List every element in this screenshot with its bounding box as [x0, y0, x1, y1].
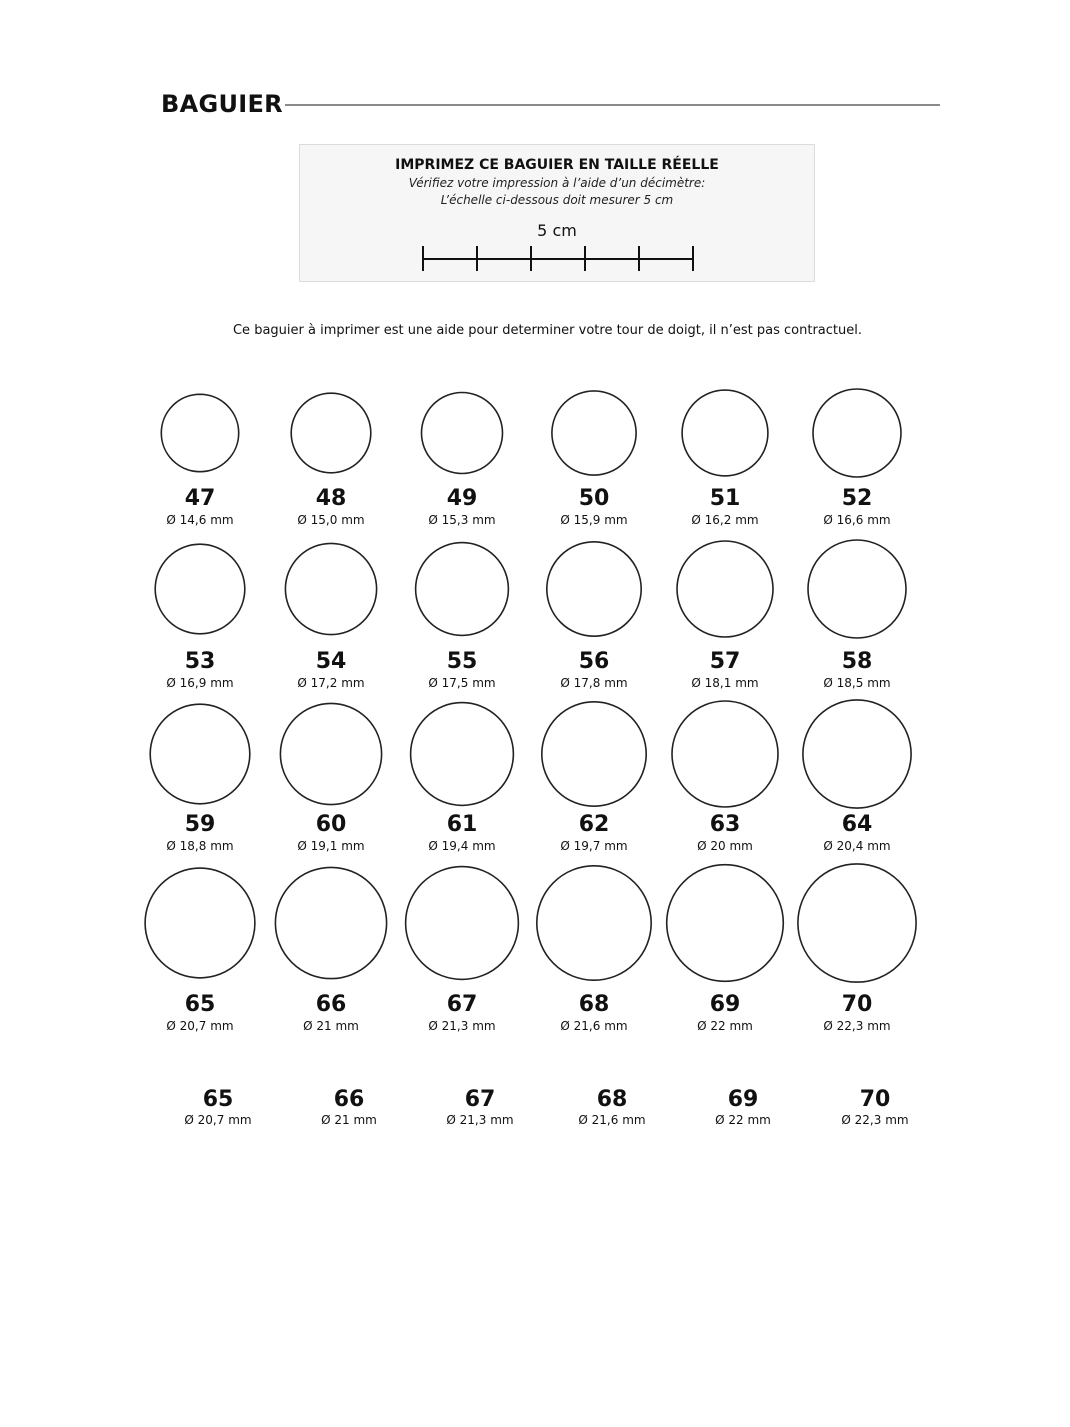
- ring-circle-56: [547, 542, 641, 636]
- ring-circle-64: [803, 700, 911, 808]
- ring-size-number: 58: [841, 649, 873, 674]
- ring-size-number: 47: [184, 486, 216, 511]
- extra-size-number: 66: [333, 1087, 365, 1112]
- ring-diameter-label: Ø 22,3 mm: [823, 1019, 891, 1033]
- ring-size-number: 54: [315, 649, 347, 674]
- ring-size-number: 64: [841, 812, 873, 837]
- ring-circle-70: [798, 864, 916, 982]
- ring-size-number: 51: [709, 486, 741, 511]
- extra-diameter-label: Ø 20,7 mm: [184, 1113, 252, 1127]
- ring-diameter-label: Ø 18,1 mm: [691, 676, 759, 690]
- disclaimer-text: Ce baguier à imprimer est une aide pour determiner votre tour de doigt, il n’est pas contractuel.: [232, 323, 862, 338]
- ring-diameter-label: Ø 16,6 mm: [823, 513, 891, 527]
- ring-circle-59: [150, 704, 250, 804]
- ring-diameter-label: Ø 17,2 mm: [297, 676, 365, 690]
- extra-size-number: 67: [464, 1087, 496, 1112]
- extra-size-number: 68: [596, 1087, 628, 1112]
- ring-size-number: 66: [315, 992, 347, 1017]
- ring-diameter-label: Ø 20,4 mm: [823, 839, 891, 853]
- extra-diameter-label: Ø 21 mm: [321, 1113, 377, 1127]
- ring-diameter-label: Ø 21 mm: [303, 1019, 359, 1033]
- print-heading: IMPRIMEZ CE BAGUIER EN TAILLE RÉELLE: [395, 157, 719, 173]
- ring-diameter-label: Ø 18,5 mm: [823, 676, 891, 690]
- ring-circle-68: [537, 866, 651, 980]
- extra-diameter-label: Ø 22 mm: [715, 1113, 771, 1127]
- ring-diameter-label: Ø 17,8 mm: [560, 676, 628, 690]
- ring-circle-51: [682, 390, 768, 476]
- ring-circle-57: [677, 541, 773, 637]
- ring-circle-49: [422, 393, 503, 474]
- ring-diameter-label: Ø 16,9 mm: [166, 676, 234, 690]
- ring-diameter-label: Ø 17,5 mm: [428, 676, 496, 690]
- ring-size-number: 59: [184, 812, 216, 837]
- extra-diameter-label: Ø 22,3 mm: [841, 1113, 909, 1127]
- ring-diameter-label: Ø 19,1 mm: [297, 839, 365, 853]
- ring-circle-62: [542, 702, 646, 806]
- ring-size-number: 50: [578, 486, 610, 511]
- ring-diameter-label: Ø 22 mm: [697, 1019, 753, 1033]
- ring-size-number: 57: [709, 649, 741, 674]
- extra-diameter-label: Ø 21,3 mm: [446, 1113, 514, 1127]
- ring-size-number: 48: [315, 486, 347, 511]
- ring-size-number: 56: [578, 649, 610, 674]
- ring-size-number: 53: [184, 649, 216, 674]
- extra-diameter-label: Ø 21,6 mm: [578, 1113, 646, 1127]
- ring-diameter-label: Ø 19,7 mm: [560, 839, 628, 853]
- ring-circle-50: [552, 391, 636, 475]
- ring-diameter-label: Ø 18,8 mm: [166, 839, 234, 853]
- page-title: BAGUIER: [161, 90, 283, 118]
- ring-diameter-label: Ø 21,3 mm: [428, 1019, 496, 1033]
- ring-size-number: 68: [578, 992, 610, 1017]
- ring-diameter-label: Ø 19,4 mm: [428, 839, 496, 853]
- ring-size-number: 62: [578, 812, 610, 837]
- extra-size-number: 65: [202, 1087, 234, 1112]
- ring-diameter-label: Ø 20 mm: [697, 839, 753, 853]
- ring-diameter-label: Ø 20,7 mm: [166, 1019, 234, 1033]
- ring-circle-55: [416, 543, 509, 636]
- ring-circle-52: [813, 389, 901, 477]
- print-instruction-line-1: Vérifiez votre impression à l’aide d’un décimètre:: [408, 176, 706, 190]
- ring-size-number: 70: [841, 992, 873, 1017]
- ring-circle-60: [280, 703, 381, 804]
- ring-circle-54: [285, 543, 376, 634]
- ring-circle-61: [411, 703, 514, 806]
- ring-circle-69: [667, 865, 784, 982]
- ring-circle-63: [672, 701, 778, 807]
- ring-diameter-label: Ø 14,6 mm: [166, 513, 234, 527]
- ring-circle-53: [155, 544, 245, 634]
- extra-size-number: 69: [727, 1087, 759, 1112]
- print-instruction-line-2: L’échelle ci-dessous doit mesurer 5 cm: [440, 193, 674, 207]
- ring-size-number: 52: [841, 486, 873, 511]
- ring-diameter-label: Ø 21,6 mm: [560, 1019, 628, 1033]
- ring-diameter-label: Ø 16,2 mm: [691, 513, 759, 527]
- ring-size-number: 55: [446, 649, 478, 674]
- ring-size-number: 60: [315, 812, 347, 837]
- ring-size-number: 67: [446, 992, 478, 1017]
- ring-size-number: 69: [709, 992, 741, 1017]
- extra-size-number: 70: [859, 1087, 891, 1112]
- ring-size-number: 65: [184, 992, 216, 1017]
- ring-size-number: 49: [446, 486, 478, 511]
- ring-size-number: 63: [709, 812, 741, 837]
- ring-diameter-label: Ø 15,3 mm: [428, 513, 496, 527]
- ring-size-number: 61: [446, 812, 478, 837]
- ring-diameter-label: Ø 15,9 mm: [560, 513, 628, 527]
- ring-circle-48: [291, 393, 371, 473]
- ring-circle-58: [808, 540, 906, 638]
- ring-circle-66: [275, 867, 386, 978]
- scale-label: 5 cm: [537, 221, 577, 240]
- ring-circle-67: [406, 867, 519, 980]
- ring-diameter-label: Ø 15,0 mm: [297, 513, 365, 527]
- ring-circle-65: [145, 868, 255, 978]
- ring-circle-47: [161, 394, 238, 471]
